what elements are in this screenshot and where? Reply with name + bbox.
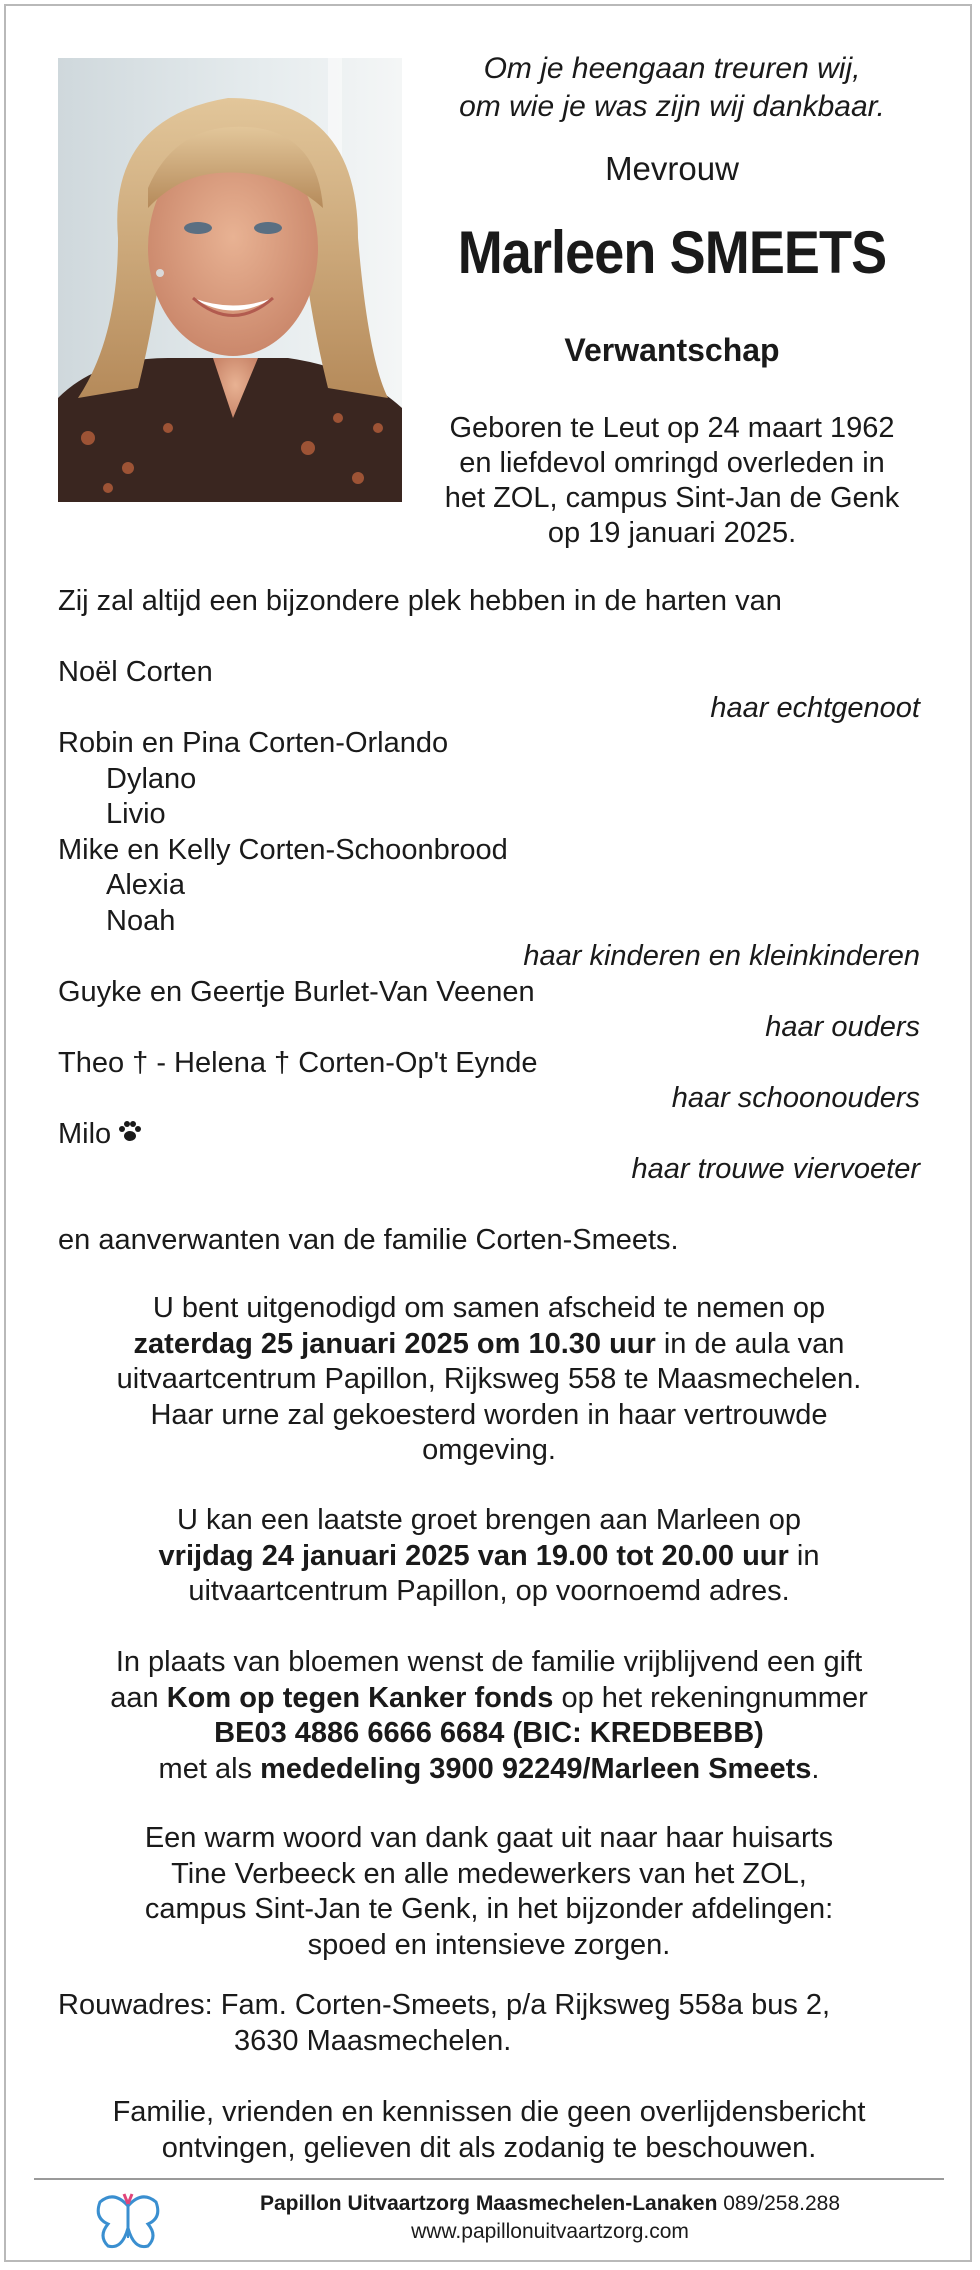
notice-paragraph: Familie, vrienden en kennissen die geen overlijdensbericht ontvingen, gelieven dit als zodanig te beschouwen. [112,2096,866,2164]
donation-paragraph: In plaats van bloemen wenst de familie vrijblijvend een gift aan Kom op tegen Kanker fonds op het rekeningnummer BE03 4886 6666 6684 (BIC: KREDBEBB) met als mededeling 3900 92249/Marleen Smeets. [110,1646,868,1785]
intro-text: Zij zal altijd een bijzondere plek hebben in de harten van [58,585,782,617]
family-grandchild: Livio [106,798,166,830]
relatives-text: en aanverwanten van de familie Corten-Smeets. [58,1224,679,1256]
salutation: Mevrouw [605,150,739,187]
butterfly-icon [94,2188,162,2252]
family-grandchild: Alexia [106,869,185,901]
family-member: Noël Corten [58,656,213,688]
thanks-paragraph: Een warm woord van dank gaat uit naar haar huisarts Tine Verbeeck en alle medewerkers van het ZOL, campus Sint-Jan te Genk, in het bijzonder afdelingen: spoed en intensieve zorgen. [144,1822,834,1961]
visit-paragraph: U kan een laatste groet brengen aan Marleen op vrijdag 24 januari 2025 van 19.00 tot 20.00 uur in uitvaartcentrum Papillon, op voornoemd adres. [158,1504,820,1607]
portrait-photo [58,58,402,502]
paw-icon [117,1119,143,1145]
family-role: haar ouders [765,1011,920,1043]
payment-reference: mededeling 3900 92249/Marleen Smeets [260,1752,812,1785]
family-member: Mike en Kelly Corten-Schoonbrood [58,833,508,866]
funeral-company: Papillon Uitvaartzorg Maasmechelen-Lanaken [259,2192,718,2215]
family-role: haar echtgenoot [710,691,920,724]
bank-account: BE03 4886 6666 6684 (BIC: KREDBEBB) [214,1717,764,1749]
visit-date: vrijdag 24 januari 2025 van 19.00 tot 20.00 uur [158,1539,789,1572]
family-member: Guyke en Geertje Burlet-Van Veenen [58,975,535,1008]
pet-name: Milo [58,1117,112,1150]
family-grandchild: Dylano [106,762,197,795]
family-grandchild: Noah [106,904,176,937]
footer [170,2190,930,2246]
family-list [58,655,920,1188]
memorial-quote: Om je heengaan treuren wij, om wie je was zijn wij dankbaar. [459,52,885,123]
company-website[interactable]: www.papillonuitvaartzorg.com [411,2220,689,2243]
mourning-address: Rouwadres: Fam. Corten-Smeets, p/a Rijksweg 558a bus 2, 3630 Maasmechelen. [58,1989,831,2057]
footer-divider [34,2178,944,2180]
farewell-date: zaterdag 25 januari 2025 om 10.30 uur [133,1327,656,1360]
family-role: haar schoonouders [671,1082,920,1114]
family-member: Robin en Pina Corten-Orlando [58,727,449,759]
family-member: Theo † - Helena † Corten-Op't Eynde [58,1046,538,1079]
birth-death-info: Geboren te Leut op 24 maart 1962 en liefdevol omringd overleden in het ZOL, campus Sint-Jan de Genk op 19 januari 2025. [444,412,900,549]
farewell-paragraph: U bent uitgenodigd om samen afscheid te nemen op zaterdag 25 januari 2025 om 10.30 uur in de aula van uitvaartcentrum Papillon, Rijksweg 558 te Maasmechelen. Haar urne zal gekoesterd worden in haar vertrouwde omgeving. [116,1292,862,1466]
family-pet [58,1117,920,1153]
company-phone: 089/258.288 [717,2192,841,2215]
relation-label: Verwantschap [564,332,780,368]
family-role: haar kinderen en kleinkinderen [523,940,920,972]
deceased-name: Marleen SMEETS [457,219,887,286]
family-role: haar trouwe viervoeter [631,1153,920,1185]
fund-name: Kom op tegen Kanker fonds [166,1681,554,1714]
